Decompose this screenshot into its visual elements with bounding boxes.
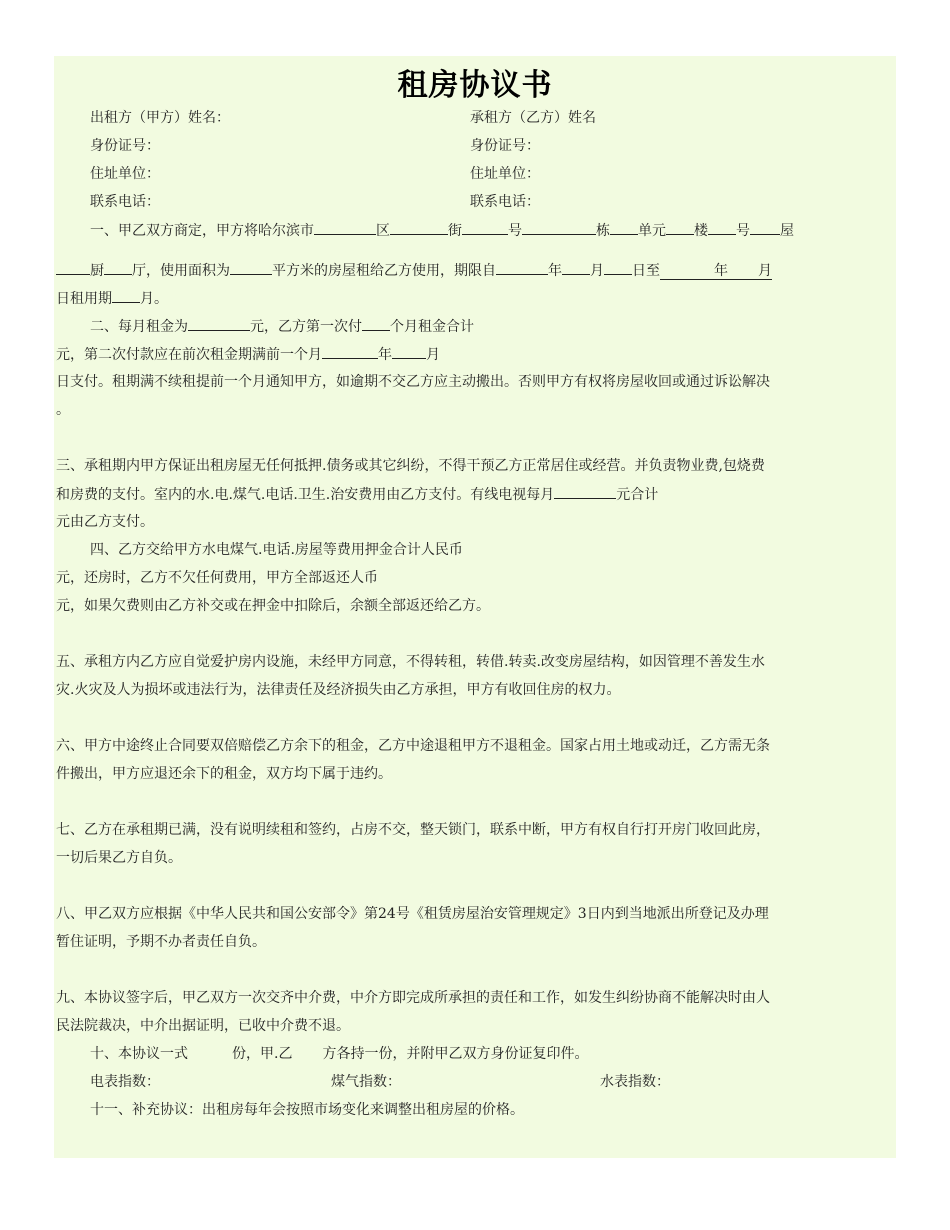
clause-2-second-payment: 元，第二次付款应在前次租金期满前一个月 <box>56 347 322 363</box>
period-blank <box>112 289 140 303</box>
clause-6-line-2: 件搬出，甲方应退还余下的租金，双方均下属于违约。 <box>56 766 392 782</box>
clause-9-line-2: 民法院裁决，中介出据证明，已收中介费不退。 <box>56 1018 350 1034</box>
clause-2-year: 年 <box>378 347 392 363</box>
clause-7-line-1: 七、乙方在承租期已满，没有说明续租和签约，占房不交，整天锁门，联系中断，甲方有权自行打开房门收回此房， <box>56 822 770 838</box>
pay-month-blank <box>392 345 426 359</box>
clause-1-end-month: 月 <box>758 263 772 279</box>
clause-2-rent-text: 二、每月租金为 <box>90 319 188 335</box>
rooms-blank <box>750 221 780 235</box>
months-blank <box>362 317 390 331</box>
clause-4-line-2: 元，还房时，乙方不欠任何费用，甲方全部返还人币 <box>56 570 378 586</box>
pay-year-blank <box>322 345 378 359</box>
clause-4-line-1: 四、乙方交给甲方水电煤气.电话.房屋等费用押金合计人民币 <box>90 542 463 558</box>
clause-3-total: 元合计 <box>616 487 659 503</box>
hall-blank <box>104 261 132 275</box>
clause-2-line-2 <box>56 345 440 364</box>
lessor-name-label: 出租方（甲方）姓名： <box>90 110 230 126</box>
clause-3-line-3: 元由乙方支付。 <box>56 514 154 530</box>
lessee-phone-label: 联系电话： <box>470 194 540 210</box>
clause-1-building: 栋 <box>596 223 610 239</box>
clause-10-parties: 份，甲.乙 <box>232 1046 293 1062</box>
clause-4-line-3: 元，如果欠费则由乙方补交或在押金中扣除后，余额全部返还给乙方。 <box>56 598 490 614</box>
lessee-id-label: 身份证号： <box>470 138 540 154</box>
clause-1-term-text: 平方米的房屋租给乙方使用，期限自 <box>272 263 496 279</box>
clause-1-start-year: 年 <box>548 263 562 279</box>
lessor-phone-label: 联系电话： <box>90 194 160 210</box>
clause-1-line-1 <box>90 221 794 240</box>
building-blank <box>522 221 596 235</box>
clause-1-rooms: 屋 <box>780 223 794 239</box>
street-blank <box>390 221 448 235</box>
electric-meter-label: 电表指数： <box>90 1074 160 1090</box>
clause-10-line <box>90 1045 588 1063</box>
clause-11-line: 十一、补充协议：出租房每年会按照市场变化来调整出租房屋的价格。 <box>90 1102 524 1118</box>
clause-2-first-payment: 元，乙方第一次付 <box>250 319 362 335</box>
clause-2-line-3: 日支付。租期满不续租提前一个月通知甲方，如逾期不交乙方应主动搬出。否则甲方有权将房屋收回或通过诉讼解决 <box>56 374 770 390</box>
start-day-blank <box>604 261 632 275</box>
clause-9-line-1: 九、本协议签字后，甲乙双方一次交齐中介费，中介方即完成所承担的责任和工作，如发生纠纷协商不能解决时由人 <box>56 990 770 1006</box>
clause-1-number: 号 <box>508 223 522 239</box>
clause-3-text: 和房费的支付。室内的水.电.煤气.电话.卫生.治安费用由乙方支付。有线电视每月 <box>56 487 555 503</box>
clause-1-room-number: 号 <box>736 223 750 239</box>
lessor-address-label: 住址单位： <box>90 166 160 182</box>
clause-1-line-2 <box>56 261 772 280</box>
clause-10-copies: 十、本协议一式 <box>90 1046 188 1062</box>
monthly-rent-blank <box>188 317 250 331</box>
clause-1-period-month: 月。 <box>140 291 168 307</box>
document-title: 租房协议书 <box>397 68 553 103</box>
clause-1-kitchen: 厨 <box>90 263 104 279</box>
clause-10-each: 方各持一份，并附甲乙双方身份证复印件。 <box>322 1046 589 1062</box>
lessee-address-label: 住址单位： <box>470 166 540 182</box>
clause-2-line-1 <box>90 317 474 336</box>
clause-5-line-2: 灾.火灾及人为损坏或违法行为，法律责任及经济损失由乙方承担，甲方有收回住房的权力。 <box>56 682 621 698</box>
unit-blank <box>610 221 638 235</box>
gas-meter-label: 煤气指数： <box>331 1074 401 1090</box>
clause-1-area-text: 厅，使用面积为 <box>132 263 230 279</box>
clause-3-line-1: 三、承租期内甲方保证出租房屋无任何抵押.债务或其它纠纷，不得干预乙方正常居住或经营。并负责物业费,包烧费 <box>56 458 765 474</box>
clause-5-line-1: 五、承租方内乙方应自觉爱护房内设施，未经甲方同意，不得转租，转借.转卖.改变房屋结构，如因管理不善发生水 <box>56 654 765 670</box>
clause-1-unit: 单元 <box>638 223 666 239</box>
cable-tv-blank <box>554 485 616 499</box>
kitchen-blank <box>56 261 90 275</box>
clause-2-month: 月 <box>426 347 440 363</box>
clause-2-line-4: 。 <box>56 402 70 418</box>
clause-1-start-month: 月 <box>590 263 604 279</box>
clause-8-line-1: 八、甲乙双方应根据《中华人民共和国公安部令》第24号《租赁房屋治安管理规定》3日内到当地派出所登记及办理 <box>56 906 769 922</box>
lessor-id-label: 身份证号： <box>90 138 160 154</box>
clause-1-line-3 <box>56 289 168 308</box>
start-year-blank <box>496 261 548 275</box>
clause-6-line-1: 六、甲方中途终止合同要双倍赔偿乙方余下的租金，乙方中途退租甲方不退租金。国家占用土地或动迁，乙方需无条 <box>56 738 770 754</box>
number-blank <box>462 221 508 235</box>
clause-1-district: 区 <box>376 223 390 239</box>
clause-1-floor: 楼 <box>694 223 708 239</box>
clause-7-line-2: 一切后果乙方自负。 <box>56 850 182 866</box>
clause-1-until: 日至 <box>632 263 660 279</box>
district-blank <box>314 221 376 235</box>
floor-blank <box>666 221 694 235</box>
area-blank <box>230 261 272 275</box>
start-month-blank <box>562 261 590 275</box>
clause-1-text: 一、甲乙双方商定，甲方将哈尔滨市 <box>90 223 314 239</box>
clause-3-line-2 <box>56 485 658 504</box>
lessee-name-label: 承租方（乙方）姓名 <box>470 110 596 126</box>
clause-2-total: 个月租金合计 <box>390 319 474 335</box>
clause-1-period-text: 日租用期 <box>56 291 112 307</box>
room-number-blank <box>708 221 736 235</box>
clause-1-street: 街 <box>448 223 462 239</box>
end-date-underlined <box>660 263 772 280</box>
clause-1-end-year: 年 <box>714 263 728 279</box>
water-meter-label: 水表指数： <box>600 1074 670 1090</box>
clause-8-line-2: 暂住证明，予期不办者责任自负。 <box>56 934 266 950</box>
